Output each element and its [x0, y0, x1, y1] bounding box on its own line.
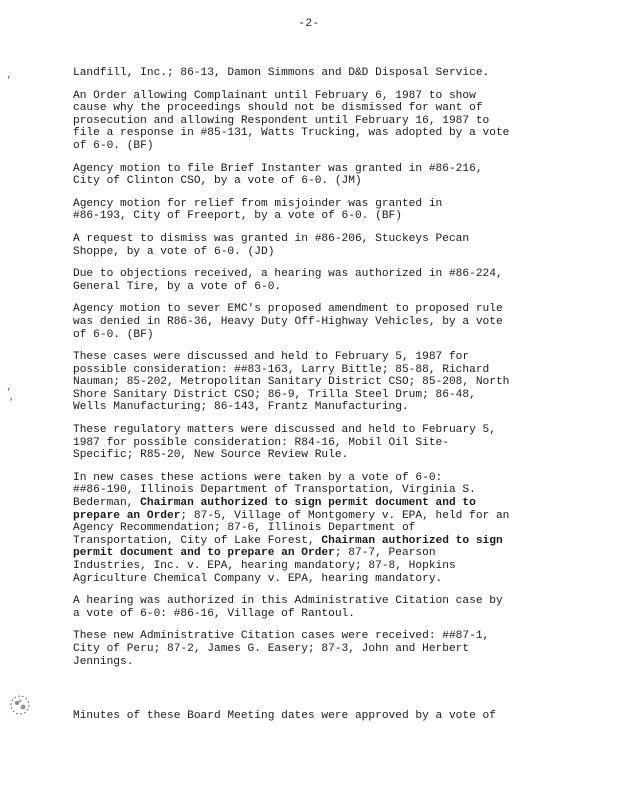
- paragraph-text: Due to objections received, a hearing was authorized in #86-224, General Tire, by a vote of 6-0.: [73, 268, 503, 293]
- scan-blot-mark: [6, 692, 34, 718]
- paragraph-text: A request to dismiss was granted in #86-206, Stuckeys Pecan Shoppe, by a vote of 6-0. (JD): [73, 232, 470, 258]
- paragraph-text: Agency motion for relief from misjoinder was granted in #86-193, City of Freeport, by a vote of 6-0. (BF): [73, 197, 443, 223]
- paragraph-text: Landfill, Inc.; 86-13, Damon Simmons and D&D Disposal Service.: [73, 67, 490, 79]
- paragraph-text: A hearing was authorized in this Administrative Citation case by a vote of 6-0: #86-16, Village of Rantoul.: [73, 595, 503, 620]
- minutes-paragraph: [73, 90, 553, 153]
- minutes-paragraph: [73, 67, 553, 80]
- minutes-paragraph: [73, 630, 553, 668]
- paragraph-text: Agency motion to sever EMC's proposed amendment to proposed rule was denied in R86-36, Heavy Duty Off-Highway Vehicles, by a vote of 6-0. (BF): [73, 303, 503, 341]
- bold-phrase: Chairman authorized to sign permit document and to prepare an Order: [73, 534, 503, 560]
- paragraph-text: These cases were discussed and held to February 5, 1987 for possible consideration: ##83-163, Larry Bittle; 85-88, Richard Nauman; 85-202, Metropolitan Sanitary District CSO; 85-208, North Shore Sanitary District CSO; 86-9, Trilla Steel Drum; 86-48, Wells Manufacturing; 86-143, Frantz Manufacturing.: [73, 351, 510, 414]
- minutes-paragraph: [73, 268, 553, 293]
- margin-tick-mark: ‘: [8, 398, 15, 409]
- bold-phrase: Chairman authorized to sign permit document and to prepare an Order: [73, 497, 476, 522]
- paragraph-text: ; 87-7, Pearson Industries, Inc. v. EPA, hearing mandatory; 87-8, Hopkins Agriculture Chemical Company v. EPA, hearing mandatory.: [73, 547, 456, 585]
- page-number: -2-: [298, 18, 320, 30]
- minutes-paragraph: [73, 472, 553, 585]
- paragraph-text: These new Administrative Citation cases were received: ##87-1, City of Peru; 87-2, James G. Easery; 87-3, John and Herbert Jennings.: [73, 630, 490, 668]
- margin-tick-mark: ‚: [6, 382, 13, 393]
- minutes-paragraph: [73, 303, 553, 341]
- minutes-paragraph: [73, 233, 553, 258]
- paragraph-text: ; 87-5, Village of Montgomery v. EPA, held for an Agency Recommendation; 87-6, Illinois Department of Transportation, City of Lake Forest,: [73, 509, 510, 547]
- final-paragraph: Minutes of these Board Meeting dates were approved by a vote of: [73, 710, 496, 722]
- minutes-paragraph: [73, 595, 553, 620]
- paragraph-text: These regulatory matters were discussed and held to February 5, 1987 for possible consideration: R84-16, Mobil Oil Site- Specific; R85-20, New Source Review Rule.: [73, 424, 496, 462]
- paragraph-text: An Order allowing Complainant until February 6, 1987 to show cause why the proceedings should not be dismissed for want of prosecution and allowing Respondent until February 16, 1987 to file a response in #85-131, Watts Trucking, was adopted by a vote of 6-0. (BF): [73, 89, 510, 152]
- paragraph-text: In new cases these actions were taken by a vote of 6-0: ##86-190, Illinois Department of Transportation, Virginia S. Bederman,: [73, 471, 476, 510]
- minutes-body: [73, 67, 553, 678]
- minutes-paragraph: [73, 351, 553, 414]
- minutes-paragraph: [73, 198, 553, 223]
- minutes-paragraph: [73, 424, 553, 462]
- margin-tick-mark: ‚: [6, 70, 13, 81]
- paragraph-text: Agency motion to file Brief Instanter was granted in #86-216, City of Clinton CSO, by a vote of 6-0. (JM): [73, 162, 483, 188]
- minutes-paragraph: [73, 163, 553, 188]
